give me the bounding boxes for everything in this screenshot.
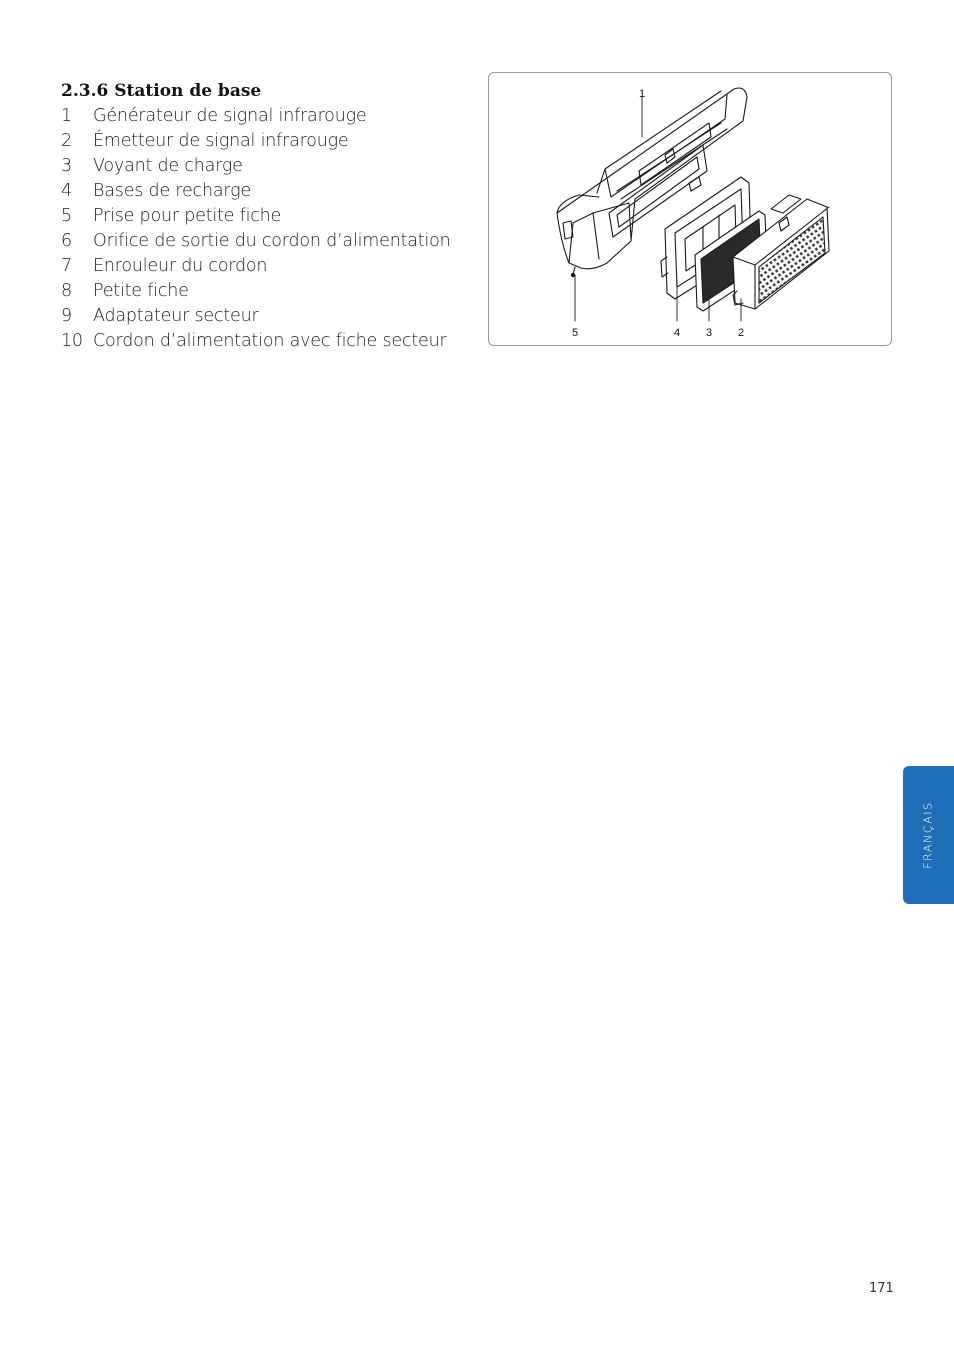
- item-text: Bases de recharge: [93, 181, 251, 201]
- language-tab: [903, 766, 954, 904]
- item-number: 7: [61, 256, 72, 276]
- callout-2: 2: [737, 327, 745, 339]
- section-title: 2.3.6 Station de base: [61, 81, 262, 101]
- item-number: 9: [61, 306, 72, 326]
- callout-1: 1: [638, 88, 646, 100]
- item-number: 6: [61, 231, 72, 251]
- item-text: Enrouleur du cordon: [93, 256, 268, 276]
- language-label: FRANÇAIS: [921, 801, 935, 869]
- callout-4: 4: [673, 327, 681, 339]
- item-text: Adaptateur secteur: [93, 306, 259, 326]
- list-item: [61, 179, 451, 204]
- base-station-figure: [488, 72, 892, 346]
- list-item: [61, 129, 451, 154]
- list-item: [61, 329, 451, 354]
- list-item: [61, 279, 451, 304]
- list-item: [61, 304, 451, 329]
- component-list: [61, 104, 451, 354]
- list-item: [61, 204, 451, 229]
- item-number: 3: [61, 156, 72, 176]
- callout-3: 3: [705, 327, 713, 339]
- item-text: Orifice de sortie du cordon d’alimentation: [93, 231, 451, 251]
- callout-5: 5: [571, 327, 579, 339]
- item-number: 5: [61, 206, 72, 226]
- list-item: [61, 254, 451, 279]
- item-text: Prise pour petite fiche: [93, 206, 282, 226]
- item-text: Petite fiche: [93, 281, 189, 301]
- item-number: 1: [61, 106, 72, 126]
- item-text: Émetteur de signal infrarouge: [93, 131, 349, 151]
- item-text: Cordon d’alimentation avec fiche secteur: [93, 331, 447, 351]
- item-text: Voyant de charge: [93, 156, 243, 176]
- list-item: [61, 154, 451, 179]
- base-station-illustration: [489, 73, 892, 346]
- item-number: 2: [61, 131, 72, 151]
- item-number: 10: [61, 331, 83, 351]
- item-number: 4: [61, 181, 72, 201]
- page-number: 171: [869, 1281, 894, 1296]
- list-item: [61, 229, 451, 254]
- list-item: [61, 104, 451, 129]
- item-text: Générateur de signal infrarouge: [93, 106, 367, 126]
- item-number: 8: [61, 281, 72, 301]
